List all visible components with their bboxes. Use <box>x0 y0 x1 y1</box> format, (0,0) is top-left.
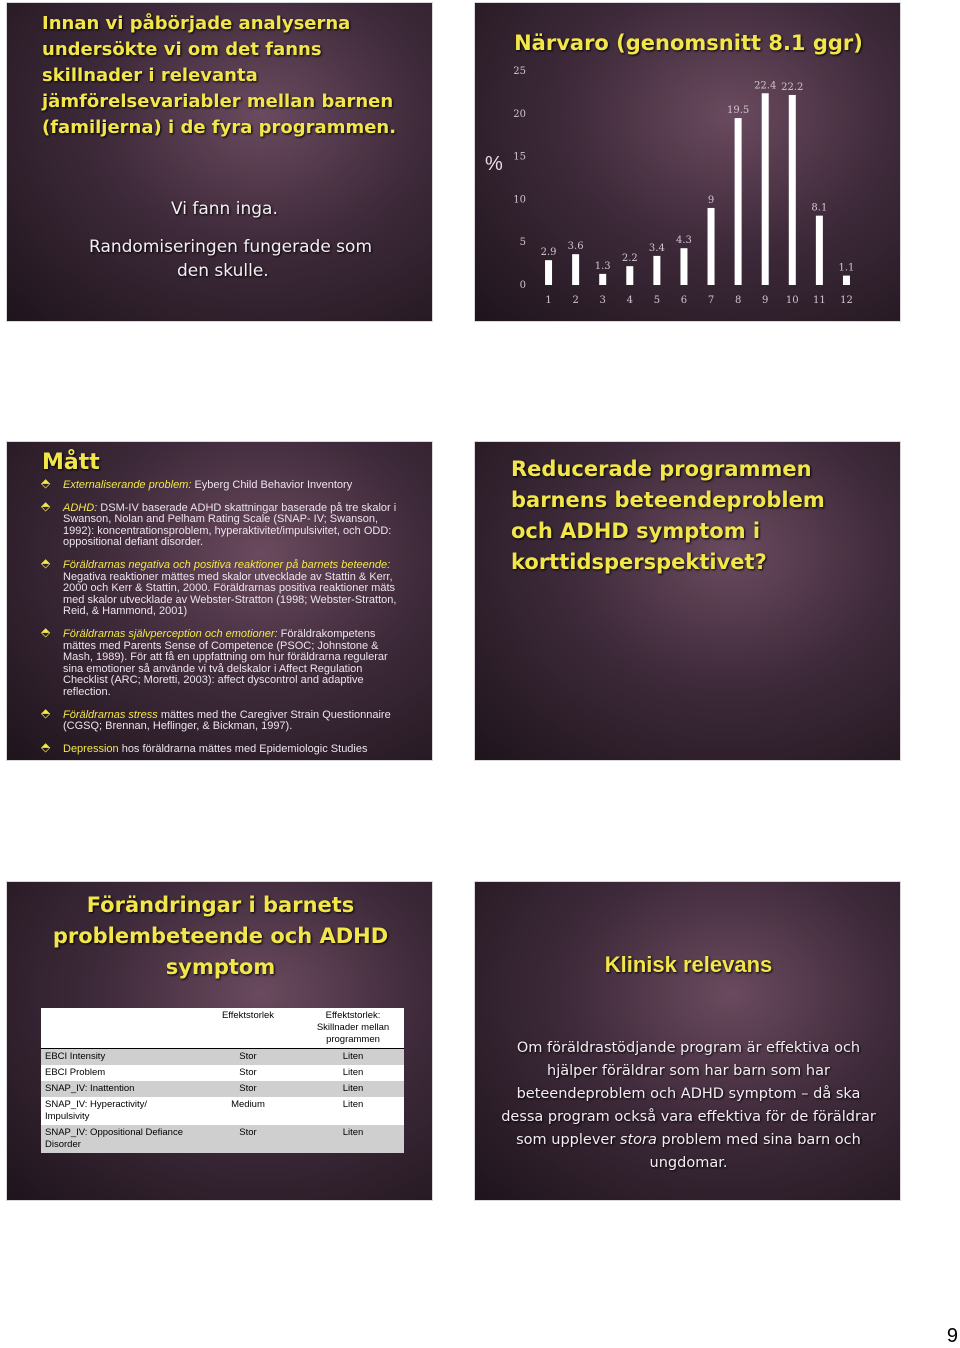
bullet-icon: ⬘ <box>41 555 51 570</box>
chart-y-label: % <box>485 153 503 175</box>
y-tick-label: 5 <box>519 237 526 249</box>
body-text-part: Om föräldrastödjande program är effektiva och hjälper föräldrar som har barn som har beteendeproblem och ADHD symptom – då ska dessa program också vara effektiva för de föräldrar som upplever <box>501 1040 876 1148</box>
row-label: EBCI Intensity <box>41 1049 194 1066</box>
x-tick-label: 11 <box>813 295 826 306</box>
measure-description: DSM-IV baserade ADHD skattningar baserade på tre skalor i Swanson, Nolan and Pelham Rating Scale (SNAP- IV; Swanson, 1992): koncentrationsproblem, hyperaktivitet/impulsivitet, och ODD: oppositional defiant disorder. <box>63 501 397 549</box>
y-tick-label: 20 <box>513 108 526 120</box>
table-row <box>41 1125 404 1153</box>
slide-effect-sizes <box>6 881 433 1201</box>
chart-bar <box>599 274 606 285</box>
page-number: 9 <box>946 1325 958 1347</box>
row-label: SNAP_IV: Oppositional Defiance Disorder <box>41 1125 194 1153</box>
x-tick-label: 8 <box>734 295 742 306</box>
x-tick-label: 9 <box>762 295 769 306</box>
slide1-heading: Innan vi påbörjade analyserna undersökte vi om det fanns skillnader i relevanta jämförelsevariabler mellan barnen (familjerna) i de fyra programmen. <box>42 13 397 138</box>
row-difference: Liten <box>342 1099 364 1110</box>
y-tick-label: 10 <box>513 194 526 206</box>
y-tick-label: 0 <box>519 280 526 291</box>
table-row <box>41 1049 404 1066</box>
measure-description: Negativa reaktioner mättes med skalor utvecklade av Stattin & Kerr, 2000 och Kerr & Stattin, 2000. Föräldrarnas positiva reaktioner mäts med skalor utvecklade av Webster-Stratton (1998; Webster-Stratton, Reid, & Hammond, 2001) <box>63 570 397 618</box>
measures-item <box>41 705 403 733</box>
slide1-line-no-difference: Vi fann inga. <box>171 199 278 219</box>
effect-size-table <box>41 1008 404 1153</box>
chart-bar <box>789 95 796 285</box>
x-tick-label: 2 <box>572 295 579 306</box>
table-row <box>41 1081 404 1097</box>
table-header-difference: Effektstorlek: Skillnader mellan programmen <box>302 1008 404 1049</box>
bar-value-label: 1.3 <box>594 260 611 272</box>
table-header-empty <box>41 1008 194 1049</box>
slide4-heading: Reducerade programmen barnens beteendeproblem och ADHD symptom i korttidsperspektivet? <box>511 457 825 574</box>
row-label: SNAP_IV: Inattention <box>41 1081 194 1097</box>
bullet-icon: ⬘ <box>41 624 51 639</box>
measure-description: Föräldrakompetens mättes med Parents Sense of Competence (PSOC; Johnstone & Mash, 1989). För att få en uppfattning om hur föräldrarna regulerar sina emotioner så använde vi två delskalor i Affect Regulation Checklist (ARC; Moretti, 2003): affect dyscontrol and adaptive reflection. <box>63 627 388 698</box>
chart-bar <box>708 208 715 285</box>
row-effect-size: Stor <box>239 1067 257 1078</box>
row-effect-size: Medium <box>231 1099 265 1110</box>
chart-bar <box>626 266 633 285</box>
x-tick-label: 12 <box>840 295 853 306</box>
bar-value-label: 4.3 <box>676 235 692 247</box>
bar-value-label: 8.1 <box>811 202 828 214</box>
measures-item <box>41 739 403 756</box>
row-effect-size: Stor <box>194 1125 302 1153</box>
bar-value-label: 1.1 <box>838 262 855 274</box>
slide6-title: Klinisk relevans <box>604 952 773 977</box>
slide1-line-randomization-cont: den skulle. <box>177 261 269 281</box>
chart-bar <box>653 256 660 285</box>
row-label: SNAP_IV: Hyperactivity/ Impulsivity <box>45 1099 148 1122</box>
slide-clinical-relevance <box>474 881 901 1201</box>
table-row <box>41 1097 404 1125</box>
slide1-line-randomization: Randomiseringen fungerade som <box>89 237 372 257</box>
x-tick-label: 6 <box>680 295 688 306</box>
row-difference: Liten <box>342 1067 364 1078</box>
attendance-bar-chart <box>475 3 901 322</box>
x-tick-label: 1 <box>545 295 552 306</box>
y-tick-label: 15 <box>513 151 526 163</box>
x-tick-label: 3 <box>599 295 606 306</box>
bullet-icon: ⬘ <box>41 498 51 513</box>
measure-name: ADHD: <box>63 501 98 514</box>
measures-item <box>41 476 403 492</box>
chart-bar <box>843 276 850 285</box>
chart-title: Närvaro (genomsnitt 8.1 ggr) <box>514 31 863 55</box>
slide-randomization <box>6 2 433 322</box>
bullet-icon: ⬘ <box>41 476 51 490</box>
x-tick-label: 4 <box>626 295 633 306</box>
row-difference: Liten <box>302 1081 404 1097</box>
bullet-icon: ⬘ <box>41 705 51 720</box>
chart-bar <box>545 260 552 285</box>
measure-name: Föräldrarnas negativa och positiva reaktioner på barnets beteende: <box>63 558 391 571</box>
table-row <box>41 1065 404 1081</box>
row-difference: Liten <box>302 1049 404 1066</box>
chart-bar <box>680 248 687 285</box>
measure-description: hos föräldrarna mättes med Epidemiologic Studies <box>118 742 368 755</box>
measure-name: Föräldrarnas stress <box>63 708 158 721</box>
table-header-row <box>41 1008 404 1049</box>
row-label: EBCI Problem <box>45 1067 106 1078</box>
chart-bar <box>816 216 823 285</box>
slide-measures <box>6 441 433 761</box>
x-tick-label: 7 <box>707 295 715 306</box>
measure-description: mättes med the Caregiver Strain Questionnaire (CGSQ; Brennan, Heflinger, & Bickman, 1997). <box>63 708 391 733</box>
row-difference: Liten <box>302 1125 404 1153</box>
measures-item <box>41 624 403 699</box>
x-tick-label: 5 <box>653 295 661 306</box>
slide5-heading: Förändringar i barnets problembeteende och ADHD symptom <box>52 893 389 979</box>
bar-value-label: 22.4 <box>754 80 777 92</box>
slide3-title: Mått <box>42 450 100 475</box>
slide-attendance-chart <box>474 2 901 322</box>
bar-value-label: 22.2 <box>781 81 804 93</box>
measure-name: Depression <box>63 742 119 755</box>
body-emphasis: stora <box>619 1132 657 1148</box>
table-header-effect-size: Effektstorlek <box>194 1008 302 1049</box>
chart-bar <box>735 118 742 285</box>
chart-bar <box>762 93 769 285</box>
bar-value-label: 3.6 <box>567 241 584 253</box>
measure-name: Föräldrarnas självperception och emotioner: <box>63 627 278 640</box>
bar-value-label: 2.2 <box>621 253 638 265</box>
bar-value-label: 3.4 <box>648 242 665 254</box>
measures-list <box>41 476 403 761</box>
x-tick-label: 10 <box>785 295 799 306</box>
measures-item <box>41 555 403 618</box>
bar-value-label: 9 <box>707 194 715 206</box>
row-effect-size: Stor <box>194 1081 302 1097</box>
slide6-body <box>501 1037 876 1175</box>
row-effect-size: Stor <box>194 1049 302 1066</box>
measure-description: Eyberg Child Behavior Inventory <box>191 479 353 491</box>
bullet-icon: ⬘ <box>41 739 51 754</box>
bar-value-label: 19.5 <box>726 105 750 117</box>
slide-question <box>474 441 901 761</box>
y-tick-label: 25 <box>513 66 526 77</box>
body-text-part: problem med sina barn och ungdomar. <box>649 1132 861 1171</box>
measure-name: Externaliserande problem: <box>63 479 192 491</box>
measures-item <box>41 498 403 549</box>
bar-value-label: 2.9 <box>540 247 557 259</box>
chart-bar <box>572 254 579 285</box>
